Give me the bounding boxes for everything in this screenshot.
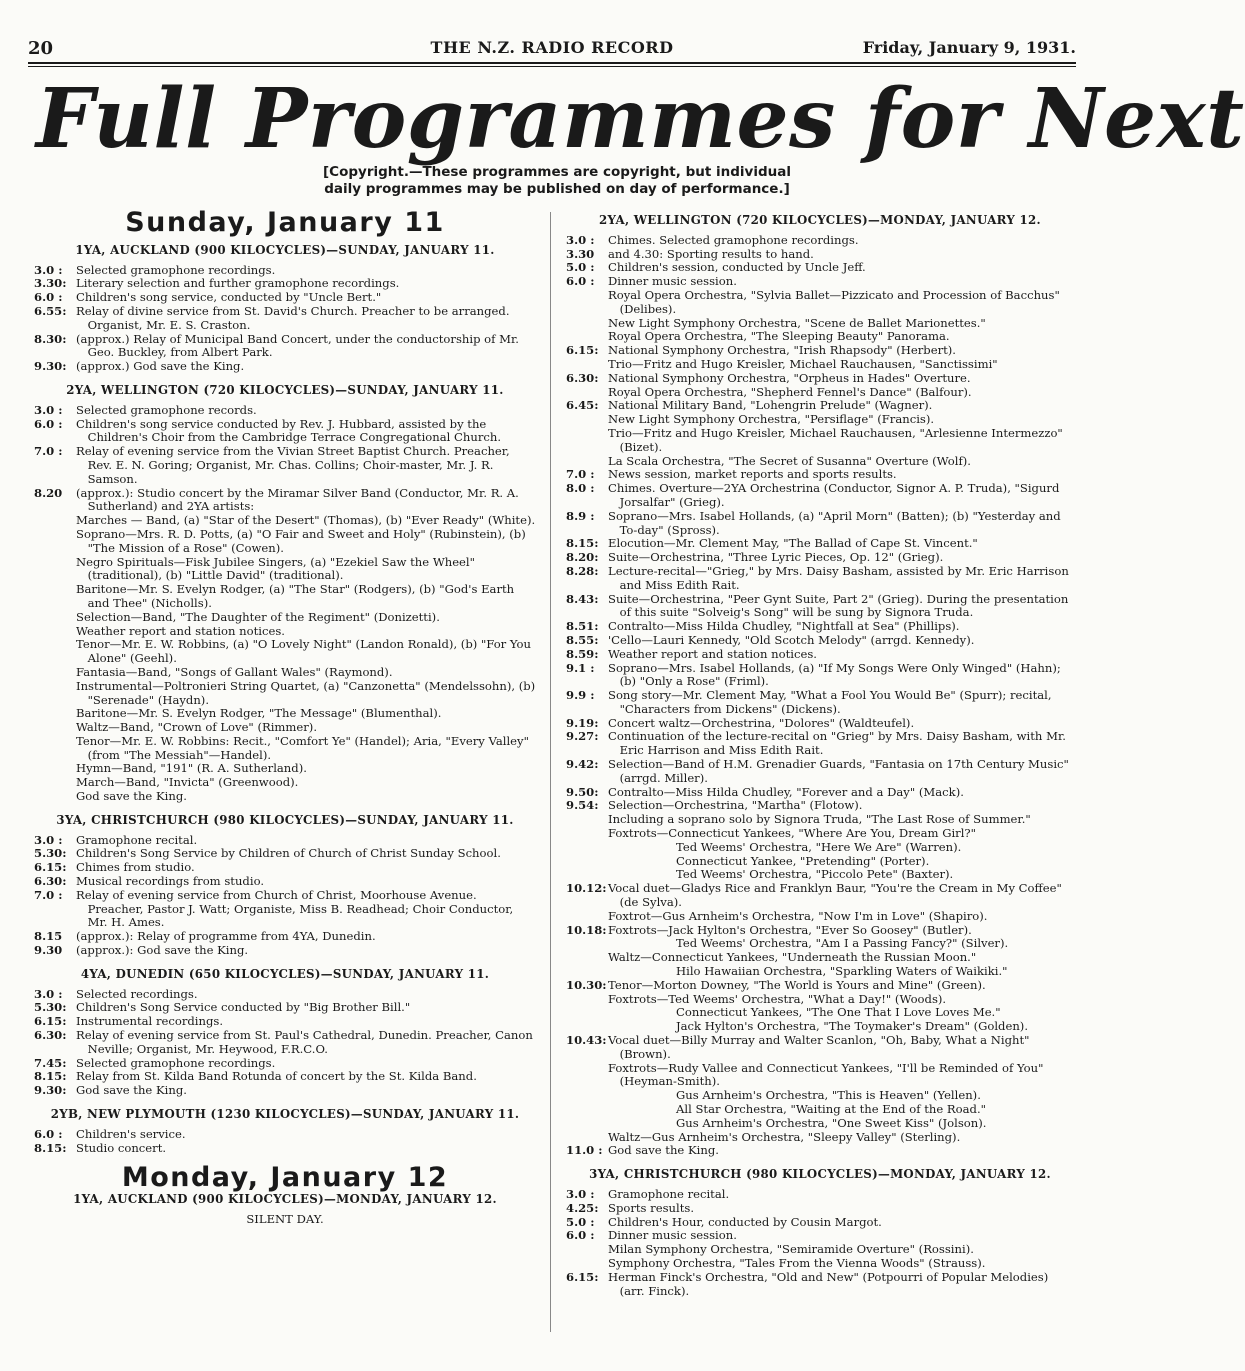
programme-entry bbox=[566, 1034, 1074, 1062]
entry-time: 8.30: bbox=[34, 331, 67, 346]
entry-text: Contralto—Miss Hilda Chudley, "Forever and a Day" (Mack). bbox=[608, 784, 964, 799]
concert-item bbox=[34, 611, 536, 625]
entry-text: New Light Symphony Orchestra, "Persiflage" (Francis). bbox=[608, 412, 935, 427]
dance-item bbox=[566, 841, 1074, 855]
item-text: Tenor—Mr. E. W. Robbins: Recit., "Comfort Ye" (Handel); Aria, "Every Valley" (from "The Messiah"—Handel). bbox=[76, 733, 529, 762]
entry-time: 6.0 : bbox=[566, 274, 595, 289]
item-text: All Star Orchestra, "Waiting at the End of the Road." bbox=[676, 1102, 986, 1116]
item-text: Symphony Orchestra, "Tales From the Vienna Woods" (Strauss). bbox=[608, 1255, 986, 1270]
programme-entry bbox=[566, 1202, 1074, 1216]
right-column bbox=[566, 212, 1074, 1300]
entry-time: 11.0 : bbox=[566, 1143, 603, 1158]
entry-time: 6.15: bbox=[34, 1014, 67, 1029]
entry-text: Trio—Fritz and Hugo Kreisler, Michael Rauchausen, "Arlesienne Intermezzo" (Bizet). bbox=[608, 425, 1063, 454]
programme-entry bbox=[566, 551, 1074, 565]
entry-time: 8.15: bbox=[566, 536, 599, 551]
item-text: Waltz—Band, "Crown of Love" (Rimmer). bbox=[76, 720, 318, 735]
entry-text: Literary selection and further gramophone recordings. bbox=[76, 276, 400, 291]
entry-time: 3.0 : bbox=[566, 1186, 595, 1201]
concert-item bbox=[34, 776, 536, 790]
concert-item bbox=[34, 625, 536, 639]
entry-text: Dinner music session. bbox=[608, 274, 737, 289]
copyright-line: [Copyright.—These programmes are copyright, but individual bbox=[323, 164, 791, 180]
programme-entry bbox=[566, 882, 1074, 910]
entry-text: (approx.) God save the King. bbox=[76, 359, 245, 374]
entry-time: 8.55: bbox=[566, 632, 599, 647]
entry-text: Relay of evening service from St. Paul's Cathedral, Dunedin. Preacher, Canon Neville; Organist, Mr. Heywood, F.R.C.O. bbox=[76, 1028, 533, 1056]
entry-text: Gramophone recital. bbox=[76, 832, 198, 847]
issue-date: Friday, January 9, 1931. bbox=[862, 38, 1076, 57]
programme-entry bbox=[34, 861, 536, 875]
entry-time: 8.28: bbox=[566, 563, 599, 578]
entry-text: Elocution—Mr. Clement May, "The Ballad of Cape St. Vincent." bbox=[608, 536, 978, 551]
station-heading: 3YA, CHRISTCHURCH (980 KILOCYCLES)—MONDAY, JANUARY 12. bbox=[589, 1167, 1051, 1182]
programme-entry bbox=[566, 758, 1074, 786]
item-text: Connecticut Yankees, "The One That I Love Loves Me." bbox=[676, 1005, 1001, 1020]
entry-time: 9.54: bbox=[566, 798, 599, 813]
header-rule-thin bbox=[28, 66, 1076, 67]
programme-entry bbox=[34, 889, 536, 930]
dance-item bbox=[566, 1020, 1074, 1034]
programme-entry bbox=[34, 291, 536, 305]
concert-item bbox=[34, 528, 536, 556]
entry-time: 7.0 : bbox=[566, 467, 595, 482]
day-heading: Monday, January 12 bbox=[121, 1162, 449, 1194]
entry-time: 3.30 bbox=[566, 246, 595, 261]
station-programme bbox=[566, 1188, 1074, 1298]
programme-entry bbox=[566, 689, 1074, 717]
programme-entry bbox=[34, 404, 536, 418]
entry-text: Song story—Mr. Clement May, "What a Fool You Would Be" (Spurr); recital, "Characters from Dickens" (Dickens). bbox=[608, 688, 1052, 716]
station-heading: 3YA, CHRISTCHURCH (980 KILOCYCLES)—SUNDAY, JANUARY 11. bbox=[56, 812, 514, 827]
entry-time: 10.12: bbox=[566, 881, 607, 896]
item-text: Marches — Band, (a) "Star of the Desert" (Thomas), (b) "Ever Ready" (White). bbox=[76, 513, 536, 528]
station-heading: 2YB, NEW PLYMOUTH (1230 KILOCYCLES)—SUNDAY, JANUARY 11. bbox=[50, 1107, 520, 1122]
entry-time: 10.30: bbox=[566, 977, 607, 992]
item-text: New Light Symphony Orchestra, "Scene de Ballet Marionettes." bbox=[608, 315, 986, 330]
entry-text: La Scala Orchestra, "The Secret of Susanna" Overture (Wolf). bbox=[608, 453, 971, 468]
programme-entry bbox=[566, 662, 1074, 690]
item-text: Gus Arnheim's Orchestra, "One Sweet Kiss" (Jolson). bbox=[676, 1115, 987, 1130]
entry-text: Relay from St. Kilda Band Rotunda of concert by the St. Kilda Band. bbox=[76, 1069, 477, 1084]
station-heading: 2YA, WELLINGTON (720 KILOCYCLES)—SUNDAY, JANUARY 11. bbox=[66, 382, 504, 397]
entry-time: 6.30: bbox=[34, 1028, 67, 1043]
entry-time: 8.59: bbox=[566, 646, 599, 661]
dance-item bbox=[566, 1089, 1074, 1103]
item-text: Ted Weems' Orchestra, "Am I a Passing Fancy?" (Silver). bbox=[676, 936, 1009, 951]
item-text: Gus Arnheim's Orchestra, "This is Heaven" (Yellen). bbox=[676, 1088, 981, 1103]
entry-text: Relay of evening service from Church of Christ, Moorhouse Avenue. Preacher, Pastor J. Watt; Organiste, Miss B. Readhead; Choir Conductor, Mr. H. Ames. bbox=[76, 887, 514, 930]
dance-item bbox=[566, 1062, 1074, 1090]
column-divider bbox=[550, 212, 551, 1332]
entry-text: Selected recordings. bbox=[76, 986, 198, 1001]
programme-entry bbox=[34, 487, 536, 515]
dance-item bbox=[566, 1006, 1074, 1020]
programme-entry bbox=[566, 413, 1074, 427]
entry-text: Foxtrots—Jack Hylton's Orchestra, "Ever So Goosey" (Butler). bbox=[608, 922, 972, 937]
item-text: Waltz—Connecticut Yankees, "Underneath the Russian Moon." bbox=[608, 950, 977, 965]
entry-time: 8.15 bbox=[34, 929, 63, 944]
station-heading: 4YA, DUNEDIN (650 KILOCYCLES)—SUNDAY, JANUARY 11. bbox=[80, 966, 490, 981]
entry-text: Children's Hour, conducted by Cousin Margot. bbox=[608, 1214, 882, 1229]
entry-text: Relay of evening service from the Vivian Street Baptist Church. Preacher, Rev. E. N. Goring; Organist, Mr. Chas. Collins; Choir-master, Mr. J. R. Samson. bbox=[76, 444, 510, 486]
page-headline: Full Programmes for Next bbox=[36, 71, 1245, 167]
entry-text: National Military Band, "Lohengrin Prelude" (Wagner). bbox=[608, 398, 933, 413]
entry-time: 9.30 bbox=[34, 943, 63, 958]
station-programme bbox=[34, 264, 536, 374]
dance-item bbox=[566, 1103, 1074, 1117]
station-programme bbox=[34, 834, 536, 958]
entry-time: 10.43: bbox=[566, 1033, 607, 1048]
programme-entry bbox=[566, 427, 1074, 455]
station-heading: 1YA, AUCKLAND (900 KILOCYCLES)—MONDAY, JANUARY 12. bbox=[73, 1192, 497, 1207]
programme-entry bbox=[566, 799, 1074, 813]
entry-text: Chimes from studio. bbox=[76, 860, 195, 875]
entry-time: 6.0 : bbox=[34, 1126, 63, 1141]
entry-text: (approx.) Relay of Municipal Band Concert, under the conductorship of Mr. Geo. Buckley, from Albert Park. bbox=[76, 331, 519, 360]
station-programme bbox=[34, 988, 536, 1098]
concert-item bbox=[34, 583, 536, 611]
item-text: Royal Opera Orchestra, "The Sleeping Beauty" Panorama. bbox=[608, 329, 950, 344]
silent-day-note: SILENT DAY. bbox=[246, 1212, 324, 1226]
programme-entry bbox=[34, 1084, 536, 1098]
copyright-line: daily programmes may be published on day of performance.] bbox=[324, 181, 790, 197]
item-text: Tenor—Mr. E. W. Robbins, (a) "O Lovely Night" (Landon Ronald), (b) "For You Alone" (Geehl). bbox=[76, 637, 532, 666]
programme-entry bbox=[566, 648, 1074, 662]
entry-time: 8.51: bbox=[566, 619, 599, 634]
programme-entry bbox=[34, 1070, 536, 1084]
dinner-item bbox=[566, 1257, 1074, 1271]
entry-text: Tenor—Morton Downey, "The World is Yours and Mine" (Green). bbox=[608, 977, 986, 992]
item-text: Baritone—Mr. S. Evelyn Rodger, "The Message" (Blumenthal). bbox=[76, 706, 442, 721]
programme-entry bbox=[566, 979, 1074, 993]
entry-text: Selected gramophone records. bbox=[76, 402, 257, 417]
entry-time: 9.30: bbox=[34, 359, 67, 374]
entry-time: 5.30: bbox=[34, 846, 67, 861]
programme-entry bbox=[34, 875, 536, 889]
programme-entry bbox=[34, 930, 536, 944]
entry-text: National Symphony Orchestra, "Irish Rhapsody" (Herbert). bbox=[608, 343, 956, 358]
entry-time: 5.0 : bbox=[566, 1214, 595, 1229]
entry-time: 8.43: bbox=[566, 591, 599, 606]
programme-entry bbox=[566, 275, 1074, 289]
entry-time: 8.15: bbox=[34, 1140, 67, 1155]
entry-text: God save the King. bbox=[608, 1143, 719, 1158]
concert-item bbox=[34, 556, 536, 584]
item-text: Foxtrot—Gus Arnheim's Orchestra, "Now I'm in Love" (Shapiro). bbox=[608, 908, 988, 923]
entry-text: God save the King. bbox=[76, 1083, 187, 1098]
entry-text: Soprano—Mrs. Isabel Hollands, (a) "April Morn" (Batten); (b) "Yesterday and To-day" (Spross). bbox=[608, 508, 1061, 537]
item-text: Soprano—Mrs. R. D. Potts, (a) "O Fair and Sweet and Holy" (Rubinstein), (b) "The Mission of a Rose" (Cowen). bbox=[76, 526, 526, 555]
entry-text: Selected gramophone recordings. bbox=[76, 1055, 276, 1070]
item-text: Negro Spirituals—Fisk Jubilee Singers, (a) "Ezekiel Saw the Wheel" (traditional), (b) "Little David" (traditional). bbox=[76, 554, 475, 583]
entry-text: National Symphony Orchestra, "Orpheus in Hades" Overture. bbox=[608, 370, 971, 385]
entry-text: Contralto—Miss Hilda Chudley, "Nightfall at Sea" (Phillips). bbox=[608, 619, 960, 634]
programme-entry bbox=[566, 482, 1074, 510]
programme-entry bbox=[566, 1188, 1074, 1202]
programme-entry bbox=[566, 1229, 1074, 1243]
entry-text: Lecture-recital—"Grieg," by Mrs. Daisy Basham, assisted by Mr. Eric Harrison and Miss Edith Rait. bbox=[608, 563, 1069, 592]
programme-entry bbox=[34, 988, 536, 1002]
entry-text: Weather report and station notices. bbox=[608, 646, 817, 661]
entry-text: Royal Opera Orchestra, "Shepherd Fennel's Dance" (Balfour). bbox=[608, 384, 972, 399]
dinner-item bbox=[566, 289, 1074, 317]
station-heading: 1YA, AUCKLAND (900 KILOCYCLES)—SUNDAY, JANUARY 11. bbox=[75, 242, 495, 257]
item-text: Jack Hylton's Orchestra, "The Toymaker's Dream" (Golden). bbox=[676, 1019, 1029, 1034]
entry-time: 7.0 : bbox=[34, 887, 63, 902]
entry-text: and 4.30: Sporting results to hand. bbox=[608, 246, 814, 261]
programme-entry bbox=[566, 717, 1074, 731]
programme-entry bbox=[566, 593, 1074, 621]
concert-item bbox=[34, 666, 536, 680]
programme-entry bbox=[566, 1216, 1074, 1230]
item-text: Fantasia—Band, "Songs of Gallant Wales" (Raymond). bbox=[76, 664, 393, 679]
entry-text: Relay of divine service from St. David's Church. Preacher to be arranged. Organist, Mr. E. S. Craston. bbox=[76, 303, 510, 332]
entry-text: Chimes. Selected gramophone recordings. bbox=[608, 232, 859, 247]
entry-time: 6.0 : bbox=[34, 290, 63, 305]
programme-entry bbox=[566, 386, 1074, 400]
programme-entry bbox=[566, 1144, 1074, 1158]
station-programme bbox=[34, 404, 536, 804]
entry-text: Studio concert. bbox=[76, 1140, 167, 1155]
dinner-item bbox=[566, 330, 1074, 344]
station-heading: 2YA, WELLINGTON (720 KILOCYCLES)—MONDAY, JANUARY 12. bbox=[599, 213, 1041, 227]
entry-text: Children's song service, conducted by "Uncle Bert." bbox=[76, 290, 382, 305]
entry-time: 9.50: bbox=[566, 784, 599, 799]
dance-item bbox=[566, 827, 1074, 841]
item-text: Instrumental—Poltronieri String Quartet, (a) "Canzonetta" (Mendelssohn), (b) "Serenade" (Haydn). bbox=[76, 678, 536, 707]
entry-time: 9.9 : bbox=[566, 688, 595, 703]
programme-entry bbox=[566, 248, 1074, 262]
entry-time: 9.30: bbox=[34, 1083, 67, 1098]
programme-entry bbox=[566, 730, 1074, 758]
programme-entry bbox=[34, 1015, 536, 1029]
programme-entry bbox=[566, 924, 1074, 938]
item-text: God save the King. bbox=[76, 789, 187, 804]
dance-item bbox=[566, 965, 1074, 979]
dance-item bbox=[566, 937, 1074, 951]
concert-item bbox=[34, 735, 536, 763]
entry-time: 6.55: bbox=[34, 303, 67, 318]
dance-item bbox=[566, 855, 1074, 869]
station-programme bbox=[566, 234, 1074, 1158]
entry-time: 3.0 : bbox=[34, 262, 63, 277]
entry-time: 6.30: bbox=[566, 370, 599, 385]
entry-text: (approx.): God save the King. bbox=[76, 943, 249, 958]
programme-entry bbox=[34, 264, 536, 278]
dance-item bbox=[566, 868, 1074, 882]
entry-time: 6.15: bbox=[34, 860, 67, 875]
entry-text: Children's song service conducted by Rev. J. Hubbard, assisted by the Children's Choir from the Cambridge Terrace Congregational Church. bbox=[76, 416, 502, 445]
entry-text: Selection—Band of H.M. Grenadier Guards, "Fantasia on 17th Century Music" (arrgd. Miller). bbox=[608, 757, 1069, 785]
entry-text: Children's session, conducted by Uncle Jeff. bbox=[608, 260, 866, 275]
item-text: Hymn—Band, "191" (R. A. Sutherland). bbox=[76, 761, 307, 776]
publication-title: THE N.Z. RADIO RECORD bbox=[430, 38, 674, 57]
programme-entry bbox=[566, 358, 1074, 372]
item-text: Weather report and station notices. bbox=[76, 623, 285, 638]
entry-time: 8.0 : bbox=[566, 481, 595, 496]
programme-entry bbox=[566, 455, 1074, 469]
programme-entry bbox=[566, 565, 1074, 593]
header-rule bbox=[28, 62, 1076, 64]
dance-item bbox=[566, 1131, 1074, 1145]
concert-item bbox=[34, 721, 536, 735]
programme-entry bbox=[34, 445, 536, 486]
item-text: Baritone—Mr. S. Evelyn Rodger, (a) "The Star" (Rodgers), (b) "God's Earth and Thee" (Nicholls). bbox=[76, 582, 515, 610]
entry-text: Vocal duet—Gladys Rice and Franklyn Baur, "You're the Cream in My Coffee" (de Sylva). bbox=[608, 881, 1062, 910]
programme-entry bbox=[566, 510, 1074, 538]
entry-text: Sports results. bbox=[608, 1200, 695, 1215]
entry-time: 8.15: bbox=[34, 1069, 67, 1084]
programme-entry bbox=[566, 813, 1074, 827]
entry-text: Children's service. bbox=[76, 1126, 186, 1141]
programme-entry bbox=[566, 620, 1074, 634]
concert-item bbox=[34, 514, 536, 528]
programme-entry bbox=[566, 372, 1074, 386]
entry-text: Children's Song Service conducted by "Big Brother Bill." bbox=[76, 1000, 411, 1015]
item-text: Ted Weems' Orchestra, "Piccolo Pete" (Baxter). bbox=[676, 867, 954, 882]
entry-time: 6.0 : bbox=[566, 1228, 595, 1243]
programme-entry bbox=[566, 399, 1074, 413]
entry-text: Vocal duet—Billy Murray and Walter Scanlon, "Oh, Baby, What a Night" (Brown). bbox=[608, 1033, 1030, 1061]
programme-entry bbox=[34, 305, 536, 333]
entry-text: Herman Finck's Orchestra, "Old and New" (Potpourri of Popular Melodies) (arr. Finck). bbox=[608, 1269, 1049, 1298]
item-text: Foxtrots—Rudy Vallee and Connecticut Yankees, "I'll be Reminded of You" (Heyman-Smith). bbox=[608, 1060, 1044, 1089]
programme-entry bbox=[34, 834, 536, 848]
left-column bbox=[34, 207, 536, 1227]
entry-text: News session, market reports and sports results. bbox=[608, 467, 897, 482]
programme-entry bbox=[566, 261, 1074, 275]
dance-item bbox=[566, 910, 1074, 924]
entry-text: Chimes. Overture—2YA Orchestrina (Conductor, Signor A. P. Truda), "Sigurd Jorsalfar" (Grieg). bbox=[608, 481, 1060, 509]
entry-time: 6.0 : bbox=[34, 416, 63, 431]
dance-item bbox=[566, 993, 1074, 1007]
entry-text: (approx.): Relay of programme from 4YA, Dunedin. bbox=[76, 929, 376, 944]
entry-text: 'Cello—Lauri Kennedy, "Old Scotch Melody" (arrgd. Kennedy). bbox=[608, 632, 975, 647]
entry-text: Suite—Orchestrina, "Three Lyric Pieces, Op. 12" (Grieg). bbox=[608, 550, 944, 565]
entry-time: 3.0 : bbox=[34, 986, 63, 1001]
concert-item bbox=[34, 762, 536, 776]
entry-text: Trio—Fritz and Hugo Kreisler, Michael Rauchausen, "Sanctissimi" bbox=[608, 356, 998, 371]
item-text: Selection—Band, "The Daughter of the Regiment" (Donizetti). bbox=[76, 609, 440, 624]
item-text: Royal Opera Orchestra, "Sylvia Ballet—Pizzicato and Procession of Bacchus" (Delibes). bbox=[608, 287, 1060, 316]
programme-entry bbox=[34, 944, 536, 958]
entry-text: Musical recordings from studio. bbox=[76, 874, 265, 889]
item-text: Foxtrots—Connecticut Yankees, "Where Are You, Dream Girl?" bbox=[608, 826, 976, 841]
concert-item bbox=[34, 680, 536, 708]
entry-text: Dinner music session. bbox=[608, 1228, 737, 1243]
page-header bbox=[28, 34, 1076, 60]
dance-item bbox=[566, 1117, 1074, 1131]
programme-entry bbox=[34, 360, 536, 374]
programme-entry bbox=[566, 344, 1074, 358]
dance-item bbox=[566, 951, 1074, 965]
programme-entry bbox=[566, 537, 1074, 551]
entry-time: 7.45: bbox=[34, 1055, 67, 1070]
entry-time: 8.20 bbox=[34, 485, 63, 500]
programme-entry bbox=[566, 234, 1074, 248]
concert-item bbox=[34, 790, 536, 804]
dinner-item bbox=[566, 317, 1074, 331]
entry-text: Children's Song Service by Children of Church of Christ Sunday School. bbox=[76, 846, 501, 861]
item-text: Milan Symphony Orchestra, "Semiramide Overture" (Rossini). bbox=[608, 1242, 974, 1257]
programme-entry bbox=[34, 333, 536, 361]
entry-text: Suite—Orchestrina, "Peer Gynt Suite, Part 2" (Grieg). During the presentation of this suite "Solveig's Song" will be sung by Signora Truda. bbox=[608, 591, 1069, 620]
entry-time: 4.25: bbox=[566, 1200, 599, 1215]
programme-entry bbox=[34, 277, 536, 291]
entry-time: 3.0 : bbox=[34, 402, 63, 417]
station-programme bbox=[34, 1128, 536, 1156]
item-text: Ted Weems' Orchestra, "Here We Are" (Warren). bbox=[676, 839, 962, 854]
entry-time: 9.42: bbox=[566, 757, 599, 772]
dinner-item bbox=[566, 1243, 1074, 1257]
programme-entry bbox=[34, 1057, 536, 1071]
programme-entry bbox=[566, 468, 1074, 482]
concert-item bbox=[34, 707, 536, 721]
entry-time: 6.30: bbox=[34, 874, 67, 889]
programme-entry bbox=[34, 1142, 536, 1156]
programme-entry bbox=[34, 847, 536, 861]
entry-time: 5.0 : bbox=[566, 260, 595, 275]
entry-time: 6.15: bbox=[566, 1269, 599, 1284]
item-text: Hilo Hawaiian Orchestra, "Sparkling Waters of Waikiki." bbox=[676, 964, 1008, 979]
programme-entry bbox=[566, 786, 1074, 800]
entry-time: 6.15: bbox=[566, 343, 599, 358]
entry-text: Selected gramophone recordings. bbox=[76, 262, 276, 277]
entry-time: 6.45: bbox=[566, 398, 599, 413]
entry-time: 9.1 : bbox=[566, 660, 595, 675]
entry-time: 8.20: bbox=[566, 550, 599, 565]
concert-item bbox=[34, 638, 536, 666]
entry-text: Including a soprano solo by Signora Truda, "The Last Rose of Summer." bbox=[608, 812, 1031, 827]
entry-text: Selection—Orchestrina, "Martha" (Flotow). bbox=[608, 798, 863, 813]
entry-text: Gramophone recital. bbox=[608, 1186, 730, 1201]
entry-time: 3.0 : bbox=[34, 832, 63, 847]
programme-entry bbox=[566, 1271, 1074, 1299]
day-heading: Sunday, January 11 bbox=[125, 207, 445, 238]
page-number: 20 bbox=[28, 38, 54, 59]
item-text: Foxtrots—Ted Weems' Orchestra, "What a Day!" (Woods). bbox=[608, 991, 947, 1006]
entry-time: 7.0 : bbox=[34, 444, 63, 459]
programme-entry bbox=[34, 1128, 536, 1142]
item-text: Connecticut Yankee, "Pretending" (Porter). bbox=[676, 853, 930, 868]
item-text: March—Band, "Invicta" (Greenwood). bbox=[76, 775, 299, 790]
copyright-notice bbox=[0, 164, 1114, 198]
programme-entry bbox=[34, 1029, 536, 1057]
entry-time: 10.18: bbox=[566, 922, 607, 937]
entry-text: Concert waltz—Orchestrina, "Dolores" (Waldteufel). bbox=[608, 715, 915, 730]
entry-time: 3.0 : bbox=[566, 232, 595, 247]
programme-entry bbox=[566, 634, 1074, 648]
entry-text: Soprano—Mrs. Isabel Hollands, (a) "If My Songs Were Only Winged" (Hahn); (b) "Only a Rose" (Friml). bbox=[608, 660, 1061, 689]
entry-text: Continuation of the lecture-recital on "Grieg" by Mrs. Daisy Basham, with Mr. Eric Harrison and Miss Edith Rait. bbox=[608, 729, 1066, 758]
entry-text: Instrumental recordings. bbox=[76, 1014, 224, 1029]
entry-time: 9.27: bbox=[566, 729, 599, 744]
programme-entry bbox=[34, 1001, 536, 1015]
entry-text: (approx.): Studio concert by the Miramar Silver Band (Conductor, Mr. R. A. Sutherland) and 2YA artists: bbox=[76, 485, 519, 514]
entry-time: 8.9 : bbox=[566, 508, 595, 523]
entry-time: 3.30: bbox=[34, 276, 67, 291]
programme-entry bbox=[34, 418, 536, 446]
entry-time: 5.30: bbox=[34, 1000, 67, 1015]
entry-time: 9.19: bbox=[566, 715, 599, 730]
item-text: Waltz—Gus Arnheim's Orchestra, "Sleepy Valley" (Sterling). bbox=[608, 1129, 961, 1144]
